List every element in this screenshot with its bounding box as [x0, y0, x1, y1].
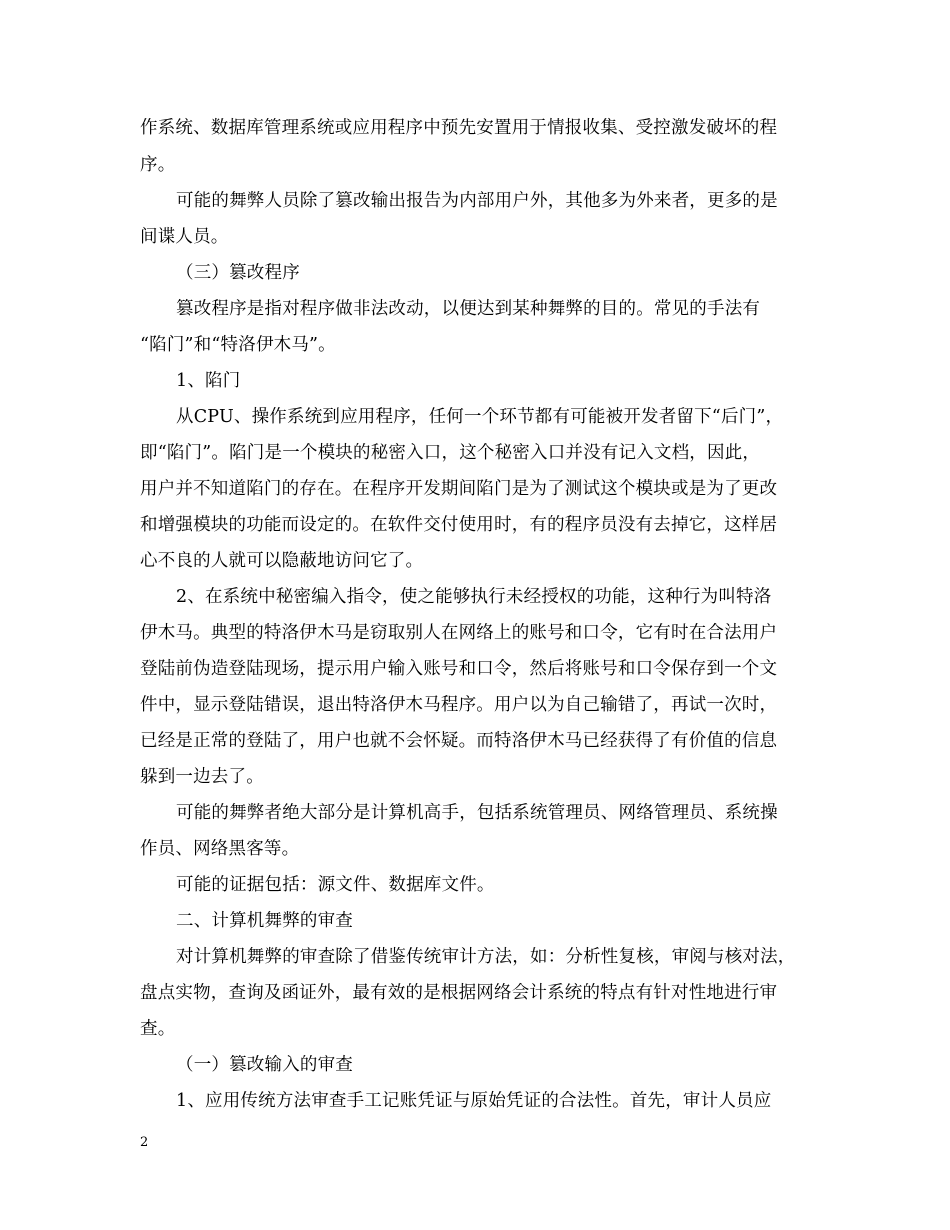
text-line: 篡改程序是指对程序做非法改动，以便达到某种舞弊的目的。常见的手法有	[176, 299, 761, 319]
text-line: 序。	[140, 155, 176, 175]
text-line: 即“陷门”。陷门是一个模块的秘密入口，这个秘密入口并没有记入文档，因此，	[140, 443, 761, 463]
text-line: “陷门”和“特洛伊木马”。	[140, 335, 336, 355]
text-line: 间谍人员。	[140, 227, 229, 247]
text-line: 已经是正常的登陆了，用户也就不会怀疑。而特洛伊木马已经获得了有价值的信息	[140, 731, 778, 751]
text-line: 2、在系统中秘密编入指令，使之能够执行未经授权的功能，这种行为叫特洛	[176, 587, 772, 607]
text-line: 可能的证据包括：源文件、数据库文件。	[176, 875, 495, 895]
page-number: 2	[140, 1135, 149, 1150]
text-line: 可能的舞弊人员除了篡改输出报告为内部用户外，其他多为外来者，更多的是	[176, 191, 778, 211]
section-heading: 二、计算机舞弊的审查	[176, 911, 353, 931]
text-line: 和增强模块的功能而设定的。在软件交付使用时，有的程序员没有去掉它，这样居	[140, 515, 778, 535]
text-line: 从CPU、操作系统到应用程序，任何一个环节都有可能被开发者留下“后门”，	[176, 407, 784, 427]
text-line: 1、应用传统方法审查手工记账凭证与原始凭证的合法性。首先，审计人员应	[176, 1091, 772, 1111]
text-line: 躲到一边去了。	[140, 767, 264, 787]
text-line: 作系统、数据库管理系统或应用程序中预先安置用于情报收集、受控激发破坏的程	[140, 118, 778, 138]
section-heading: （一）篡改输入的审查	[176, 1055, 353, 1075]
text-line: 作员、网络黑客等。	[140, 839, 300, 859]
text-line: 用户并不知道陷门的存在。在程序开发期间陷门是为了测试这个模块或是为了更改	[140, 479, 778, 499]
text-line: 件中，显示登陆错误，退出特洛伊木马程序。用户以为自己输错了，再试一次时，	[140, 695, 778, 715]
section-heading: 1、陷门	[176, 371, 241, 391]
text-line: 登陆前伪造登陆现场，提示用户输入账号和口令，然后将账号和口令保存到一个文	[140, 659, 778, 679]
text-line: 盘点实物，查询及函证外，最有效的是根据网络会计系统的特点有针对性地进行审	[140, 983, 778, 1003]
text-line: 心不良的人就可以隐蔽地访问它了。	[140, 551, 424, 571]
section-heading: （三）篡改程序	[176, 263, 300, 283]
text-line: 可能的舞弊者绝大部分是计算机高手，包括系统管理员、网络管理员、系统操	[176, 803, 778, 823]
text-line: 伊木马。典型的特洛伊木马是窃取别人在网络上的账号和口令，它有时在合法用户	[140, 623, 778, 643]
text-line: 对计算机舞弊的审查除了借鉴传统审计方法，如：分析性复核，审阅与核对法，	[176, 947, 796, 967]
text-line: 查。	[140, 1019, 176, 1039]
